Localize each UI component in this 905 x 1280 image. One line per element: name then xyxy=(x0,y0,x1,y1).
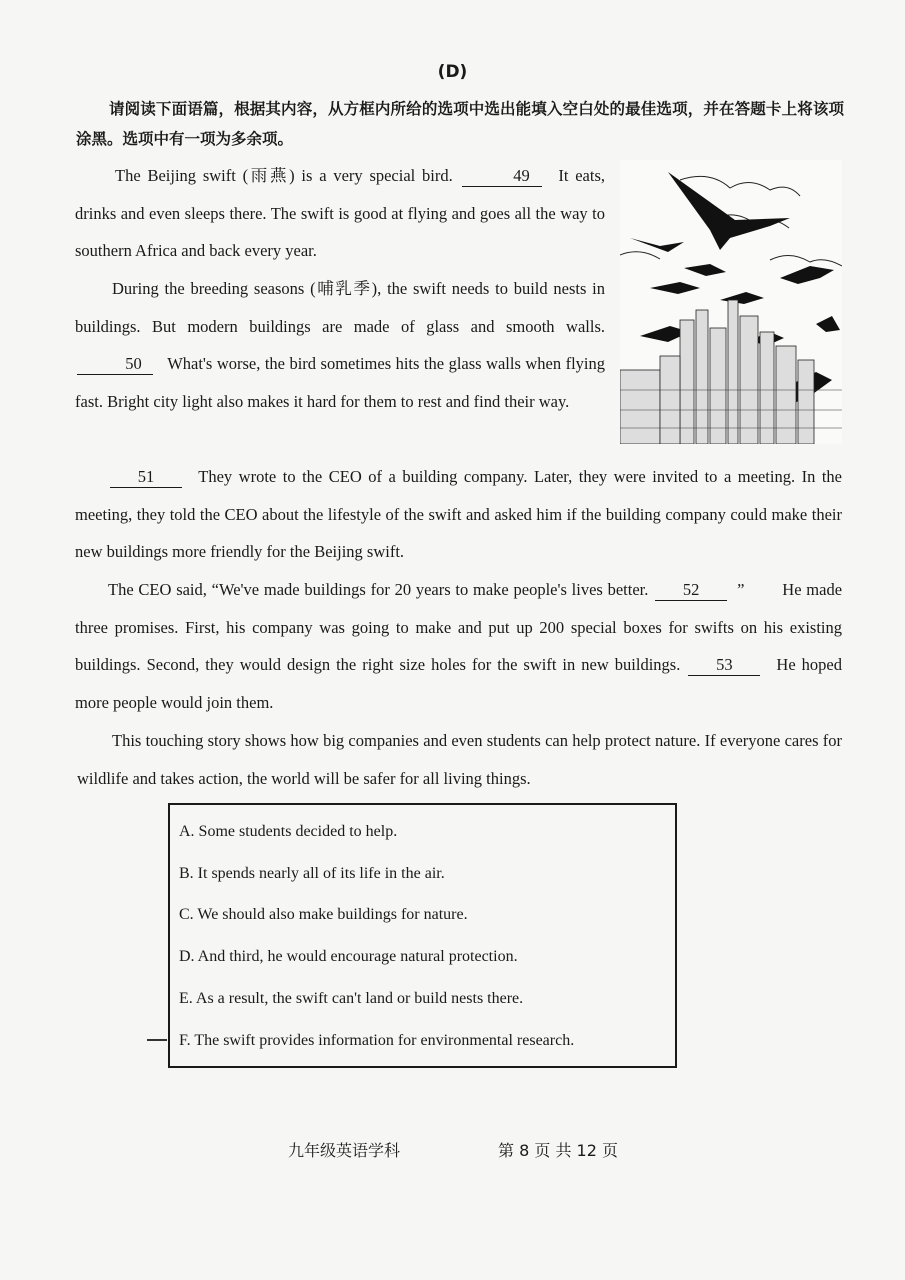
options-box xyxy=(168,803,677,1068)
blank-53: 53 xyxy=(688,655,760,676)
blank-50: 50 xyxy=(77,354,153,375)
footer-subject: 九年级英语学科 xyxy=(288,1141,401,1160)
option-f: F. The swift provides information for environmental research. xyxy=(179,1032,575,1049)
option-a: A. Some students decided to help. xyxy=(179,823,398,840)
option-e: E. As a result, the swift can't land or build nests there. xyxy=(179,990,524,1007)
footer-page-number: 第 8 页 共 12 页 xyxy=(498,1141,618,1160)
swift-city-illustration xyxy=(620,160,842,444)
section-title: (D) xyxy=(437,62,468,82)
paragraph-2-text-after: What's worse, the bird sometimes hits the glass walls when flying fast. Bright city light also makes it hard for them to rest and find their way. xyxy=(75,354,606,412)
paragraph-3-text: They wrote to the CEO of a building company. Later, they were invited to a meeting. In the meeting, they told the CEO about the lifestyle of the swift and asked him if the building company could make their new buildings more friendly for the Beijing swift. xyxy=(75,467,843,562)
option-d: D. And third, he would encourage natural protection. xyxy=(179,948,518,965)
paragraph-4b-text: He hoped more people would join them. xyxy=(75,655,843,713)
paragraph-1-text-before: The Beijing swift (雨燕) is a very special bird. xyxy=(115,166,453,185)
paragraph-4 xyxy=(75,571,842,722)
blank-51: 51 xyxy=(110,467,182,488)
swift-city-drawing xyxy=(620,160,842,444)
option-c: C. We should also make buildings for nature. xyxy=(179,906,468,923)
paragraph-4-text-before: The CEO said, “We've made buildings for 20 years to make people's lives better. xyxy=(108,580,649,599)
instructions: 请阅读下面语篇，根据其内容，从方框内所给的选项中选出能填入空白处的最佳选项，并在答题卡上将该项涂黑。选项中有一项为多余项。 xyxy=(76,100,844,148)
blank-49: 49 xyxy=(462,166,542,187)
paragraph-5: This touching story shows how big companies and even students can help protect nature. If everyone cares for wildlife and takes action, the world will be safer for all living things. xyxy=(77,731,842,788)
margin-mark xyxy=(147,1039,167,1041)
paragraph-2 xyxy=(75,270,605,421)
paragraph-3 xyxy=(75,458,842,571)
paragraph-4-text-after: He made three promises. First, his company was going to make and put up 200 special boxes for swifts on his existing buildings. Second, they would design the right size holes for the swift in new buildings. xyxy=(75,580,843,675)
paragraph-1-text-after: It eats, drinks and even sleeps there. The swift is good at flying and goes all the way to southern Africa and back every year. xyxy=(75,166,605,261)
quote-close: ” xyxy=(737,580,745,599)
blank-52: 52 xyxy=(655,580,727,601)
paragraph-2-text-before: During the breeding seasons (哺乳季), the swift needs to build nests in buildings. But modern buildings are made of glass and smooth walls. xyxy=(75,279,605,336)
option-b: B. It spends nearly all of its life in the air. xyxy=(179,865,445,882)
paragraph-1 xyxy=(75,157,605,270)
